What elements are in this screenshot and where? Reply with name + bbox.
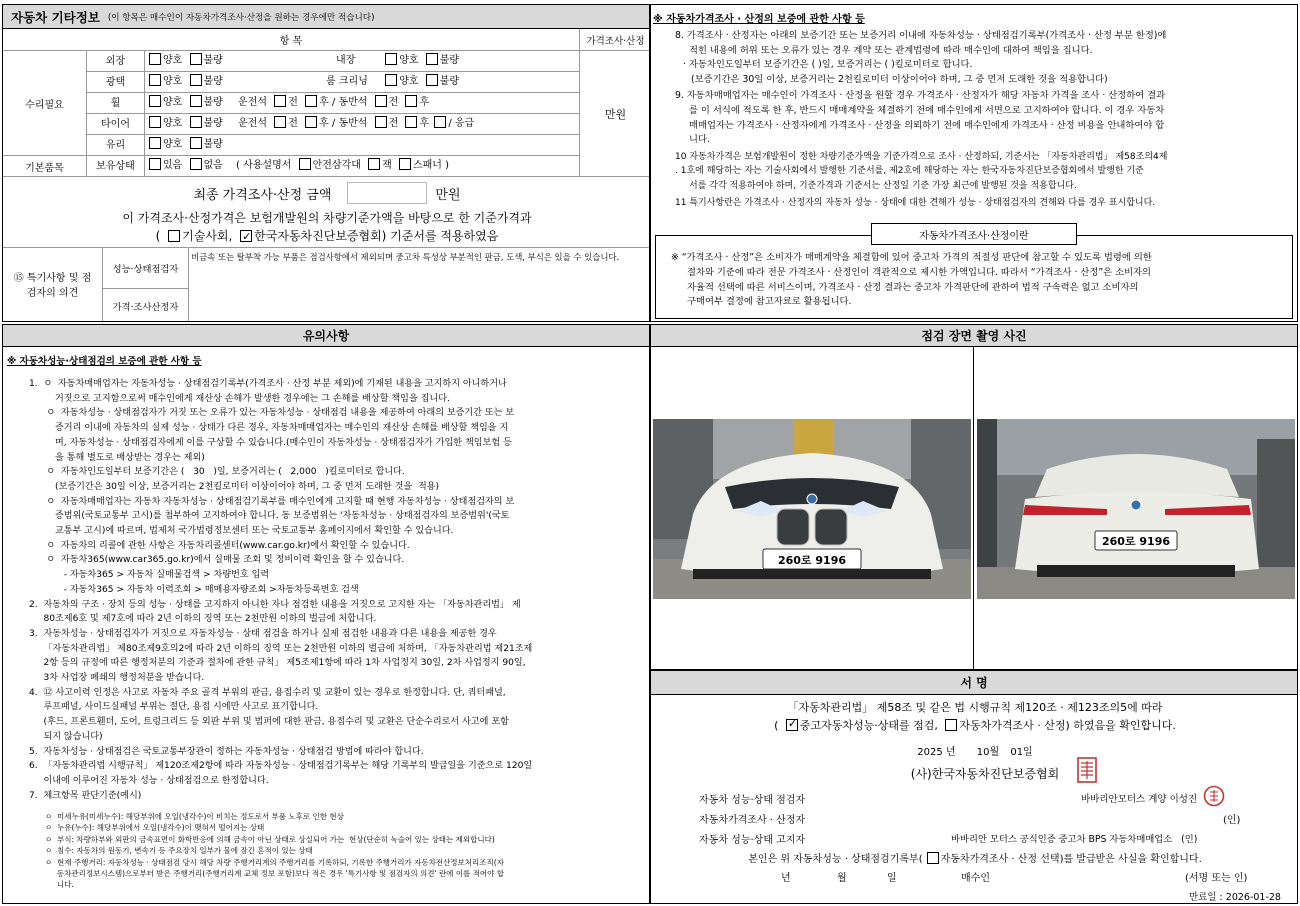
sign-date: 2025 년 10월 01일 <box>917 747 1033 758</box>
notice-line: 거짓으로 고지함으로써 매수인에게 재산상 손해가 발생한 경우에는 그 손해를 배상할 책임을 집니다. <box>29 393 450 404</box>
tire-passenger-rear-checkbox[interactable] <box>405 116 417 128</box>
exterior-row: 양호 불량 내장 양호 불량 <box>145 51 579 72</box>
exterior-bad-checkbox[interactable] <box>190 53 202 65</box>
jack-checkbox[interactable] <box>399 158 411 170</box>
tire-emergency-checkbox[interactable] <box>434 116 446 128</box>
notice-line: ㅇ 자동차성능 · 상태점검자가 거짓 또는 오류가 있는 자동차성능 · 상태점검 내용을 제공하여 아래의 보증기간 또는 보 <box>29 408 515 419</box>
item9-line2: 를 이 서식에 적도록 한 후, 반드시 매매계약을 체결하기 전에 매수인에게 서면으로 고지하여야 합니다. 이 경우 자동차 <box>689 104 1165 116</box>
notice-line: 80조제6호 및 제7호에 따라 2년 이하의 징역 또는 2천만원 이하의 벌금에 처합니다. <box>29 614 377 625</box>
item-col-header: 항 목 <box>3 29 579 51</box>
criteria-line: ㅇ 부식: 차량하부와 외판의 금속표면이 화학반응에 의해 금속이 아닌 상태로 상실되어 가는 현상(단순히 녹슬어 있는 상태는 제외합니다) <box>45 834 495 844</box>
wheel-good-checkbox[interactable] <box>149 95 161 107</box>
gloss-label: 광택 <box>87 72 145 93</box>
interior-label: 내장 <box>336 55 356 66</box>
item10-line2: . 1호에 해당하는 자는 기술사회에서 발행한 기준서를, 제2호에 해당하는 자는 한국자동차진단보증협회에서 발행한 기준 <box>675 166 1144 177</box>
none-checkbox[interactable] <box>190 158 202 170</box>
notice-line: 2. 자동차의 구조 · 장치 등의 성능 · 상태를 고지하지 아니한 자나 점검한 내용을 거짓으로 고지한 자는 「자동차관리법」 제 <box>29 599 521 610</box>
glass-good-checkbox[interactable] <box>149 137 161 149</box>
final-price-label: 최종 가격조사·산정 금액 <box>193 187 332 203</box>
notice-line: 6. 「자동차관리법 시행규칙」 제120조제2항에 따라 자동차성능 · 상태점검기록부는 해당 기록부의 발급일을 기준으로 120일 <box>29 761 533 772</box>
room-cleaning-label: 룸 크리닝 <box>326 76 368 87</box>
confirm-price-checkbox[interactable] <box>927 852 939 864</box>
notice-lines <box>29 377 649 803</box>
notifier-value: 바바리안 모터스 공식인증 중고차 BPS 자동차매매업소 (인) <box>951 834 1198 845</box>
tire-driver-front-checkbox[interactable] <box>274 116 286 128</box>
final-price-row <box>3 177 650 209</box>
notice-line: ㅇ 자동차365(www.car365.go.kr)에서 실매물 조회 및 정비이력 확인을 할 수 있습니다. <box>29 555 405 566</box>
signature-header: 서 명 <box>651 671 1297 695</box>
signature-panel: 서 명 「자동차관리법」 제58조 및 같은 법 시행규칙 제120조 · 제123조의5에 따라 ( ✓중고자동차성능·상태를 점검, 자동차가격조사 · 산정) 하였음을 확인합니다. 2025 년 10월 01일 (사)한국자동차진단보증협회 자동차 성능·상태 점검자 바바리안모터스 계양 이성진 자동차가격조사 · 산정자 (인) 자동차 성능·상태 고지자 바바리안 모터스 공식인증 중고차 BPS 자동차매매업소 (인) 본인은 위 자동차성능 · 상태점검기록부( 자동차가격조사 · 산정 선택)를 발급받은 사실을 확인합니다. 년 월 일 매수인 (서명 또는 인) 만료일 : 2026-01-28 <box>650 670 1298 904</box>
gloss-good-checkbox[interactable] <box>149 74 161 86</box>
item10-line1: 10 자동차가격은 보험개발원이 정한 차량기준가액을 기준가격으로 조사 · 산정하되, 기준서는 「자동차관리법」 제58조의4제 <box>675 151 1168 162</box>
wheel-bad-checkbox[interactable] <box>190 95 202 107</box>
price-surveyor-value: (인) <box>1223 815 1241 826</box>
sign-line-2: ( ✓중고자동차성능·상태를 점검, 자동차가격조사 · 산정) 하였음을 확인합니다. <box>651 717 1298 733</box>
tire-good-checkbox[interactable] <box>149 116 161 128</box>
basis-line-2: ( 기술사회, ✓ 한국자동차진단보증협회) 기준서를 적용하였음 <box>3 227 650 245</box>
possession-row: 있음 없음 ( 사용설명서 안전삼각대 잭 스패너 ) <box>145 156 579 177</box>
item9-line4: 니다. <box>689 134 710 146</box>
inspector-seal-icon <box>1203 785 1225 807</box>
final-price-input[interactable] <box>347 182 427 204</box>
glass-bad-checkbox[interactable] <box>190 137 202 149</box>
price-guarantee-header: ※ 자동차가격조사 · 산정의 보증에 관한 사항 등 <box>653 14 865 25</box>
manual-checkbox[interactable] <box>299 158 311 170</box>
exterior-good-checkbox[interactable] <box>149 53 161 65</box>
price-survey-checkbox[interactable] <box>945 719 957 731</box>
interior-good-checkbox[interactable] <box>385 53 397 65</box>
notice-line: 1. ㅇ 자동차매매업자는 자동차성능 · 상태점검기록부(가격조사 · 산정 부분 제외)에 기재된 내용을 고지하지 아니하거나 <box>29 379 507 389</box>
basic-items-label: 기본품목 <box>3 156 87 177</box>
definition-title: 자동차가격조사·산정이란 <box>871 223 1077 245</box>
notice-subheader: ※ 자동차성능·상태점검의 보증에 관한 사항 등 <box>7 356 202 367</box>
tech-society-checkbox[interactable] <box>168 230 180 242</box>
expiry-date: 만료일 : 2026-01-28 <box>1189 892 1281 903</box>
photo-header: 점검 장면 촬영 사진 <box>651 325 1297 347</box>
notice-line: ㅇ 자동차인도일부터 보증기간은 ( 30 )일, 보증거리는 ( 2,000 )킬로미터로 합니다. <box>29 467 405 478</box>
triangle-checkbox[interactable] <box>368 158 380 170</box>
performance-check-checkbox[interactable] <box>786 719 798 731</box>
special-price-label: 가격·조사산정자 <box>103 289 189 322</box>
notice-line: 증거리 이내에 자동차의 실제 성능 · 상태가 다른 경우, 자동차매매업자는 매수인의 재산상 손해를 배상할 책임을 지 <box>29 423 509 434</box>
wheel-driver-front-checkbox[interactable] <box>274 95 286 107</box>
glass-row: 양호 불량 <box>145 135 579 156</box>
notice-line: 이내에 이루어진 자동차 성능 · 상태점검으로 한정합니다. <box>29 775 269 786</box>
other-info-panel <box>2 4 650 322</box>
front-car-photo <box>653 419 971 599</box>
other-info-header <box>3 5 649 29</box>
notice-line: 루프패널, 사이드실패널 부위는 절단, 용접 시에만 사고로 표기합니다. <box>29 702 319 713</box>
tire-row: 양호 불량 운전석 전 후 / 동반석 전 후 / 응급 <box>145 114 579 135</box>
wheel-driver-rear-checkbox[interactable] <box>305 95 317 107</box>
notice-line: 증범위(국토교통부 고시)를 첨부하여 고지하여야 합니다. 동 보증범위는 '자동차성능 · 상태점검자의 보증범위'(국토 <box>29 511 510 522</box>
inspector-label: 자동차 성능·상태 점검자 <box>699 795 806 806</box>
kadgc-checkbox[interactable] <box>240 230 252 242</box>
association-seal-icon <box>1077 757 1097 783</box>
notice-line: - 자동차365 > 자동차 이력조회 > 매매용자량조회 >자동차등록번호 검색 <box>29 584 359 595</box>
notice-line: ㅇ 자동차매매업자는 자동차 자동차성능 · 상태점검기록부를 매수인에게 고지할 때 현행 자동차성능 · 상태점검자의 보 <box>29 496 515 507</box>
criteria-line: 동차관리정보시스템)으로부터 받은 주행거리(주행거리계 교체 정보 포함)보다 적은 경우 '특기사항 및 점검자의 의견' 란에 이를 적어야 합 <box>45 869 505 879</box>
criteria-lines <box>45 811 649 891</box>
possession-label: 보유상태 <box>87 156 145 177</box>
gloss-row: 양호 불량 룸 크리닝 양호 불량 <box>145 72 579 93</box>
tire-bad-checkbox[interactable] <box>190 116 202 128</box>
definition-line2: 절차와 기준에 따라 전문 가격조사 · 산정인이 객관적으로 제시한 가액입니다. 따라서 “가격조사 · 산정”은 소비자의 <box>687 266 1152 278</box>
final-price-unit: 만원 <box>435 187 461 203</box>
criteria-line: ㅇ 침수: 자동차의 원동기, 변속기 등 주요장치 일부가 물에 잠긴 흔적이 있는 상태 <box>45 846 313 856</box>
other-info-subtitle: (이 항목은 매수인이 자동차가격조사·산정을 원하는 경우에만 적습니다) <box>107 12 375 23</box>
photo-panel <box>650 324 1298 670</box>
buyer-sign-field[interactable]: (서명 또는 인) <box>1185 873 1248 884</box>
notice-line: 5. 자동차성능 · 상태점검은 국토교통부장관이 정하는 자동차성능 · 상태점검 방법에 따라야 합니다. <box>29 746 424 757</box>
definition-line1: ※ “가격조사 · 산정”은 소비자가 매매계약을 체결함에 있어 중고차 가격의 적절성 판단에 참고할 수 있도록 법령에 의한 <box>671 252 1152 263</box>
other-info-title: 자동차 기타정보 <box>11 9 100 25</box>
notice-line: 며, 자동차성능 · 상태점검자에게 이를 구상할 수 있습니다.(매수인이 자동차성능 · 상태점검자가 가입한 책임보험 등 <box>29 437 512 448</box>
definition-line4: 구매여부 결정에 참고자료로 활용됩니다. <box>687 296 852 308</box>
criteria-line: ㅇ 미세누유(미세누수): 해당부위에 오일(냉각수)이 비치는 정도로서 부품 노후로 인한 현상 <box>45 812 344 821</box>
inspector-value: 바바리안모터스 계양 이성진 <box>1081 794 1198 805</box>
item8-line1: 8. 가격조사 · 산정자는 아래의 보증기간 또는 보증거리 이내에 자동차성능 · 상태점검기록부(가격조사 · 산정 부분 한정)에 <box>675 30 1167 41</box>
item8-line2: 적힌 내용에 허위 또는 오류가 있는 경우 계약 또는 관계법령에 따라 매수인에 대하여 책임을 집니다. <box>689 44 1093 56</box>
item8-line4: (보증기간은 30일 이상, 보증거리는 2천킬로미터 이상이어야 하며, 그 중 먼저 도래한 것을 적용합니다) <box>691 73 1108 85</box>
interior-bad-checkbox[interactable] <box>426 53 438 65</box>
wheel-row: 양호 불량 운전석 전 후 / 동반석 전 후 <box>145 93 579 114</box>
room-good-checkbox[interactable] <box>385 74 397 86</box>
tire-driver-rear-checkbox[interactable] <box>305 116 317 128</box>
special-notes-label: ⑮ 특기사항 및 점검자의 의견 <box>3 247 103 322</box>
notifier-label: 자동차 성능·상태 고지자 <box>699 835 806 846</box>
criteria-line: 니다. <box>45 880 74 890</box>
repair-needed-label: 수리필요 <box>3 51 87 156</box>
notice-line: 「자동차관리법」 제80조제9호의2에 따라 2년 이하의 징역 또는 2천만원 이하의 벌금에 처하며, 「자동차관리법 제21조제 <box>29 643 533 654</box>
notice-line: 4. ⑫ 사고이력 인정은 사고로 자동차 주요 골격 부위의 판금, 용접수리 및 교환이 있는 경우로 한정합니다. 단, 쿼터패널, <box>29 687 506 698</box>
basis-line-1: 이 가격조사·산정가격은 보험개발원의 차량기준가액을 바탕으로 한 기준가격과 <box>122 211 532 225</box>
wheel-label: 휠 <box>87 93 145 114</box>
special-perf-label: 성능·상태점검자 <box>103 247 189 289</box>
item10-line3: 서를 각각 적용하여야 하며, 기준가격과 기준서는 산정일 기준 가장 최근에 발행된 것을 적용합니다. <box>689 180 1077 191</box>
tire-label: 타이어 <box>87 114 145 135</box>
price-unit-cell: 만원 <box>579 51 650 177</box>
notice-line: 교통부 고시)에 따르며, 법제처 국가법령정보센터 또는 국토교통부 홈페이지에서 확인할 수 있습니다. <box>29 526 454 537</box>
notice-header: 유의사항 <box>3 325 649 347</box>
special-perf-text: 비금속 또는 탈부착 가능 부품은 점검사항에서 제외되며 중고차 특성상 부분적인 판금, 도색, 부식은 있을 수 있습니다. <box>191 252 620 262</box>
notice-line: - 자동차365 > 자동차 실매물검색 > 차량번호 입력 <box>29 570 270 581</box>
criteria-line: ㅇ 현재 주행거리: 자동차성능 · 상태점검 당시 해당 차량 주행거리계의 주행거리를 기록하되, 기록한 주행거리가 자동차전산정보처리조직(자 <box>45 857 504 867</box>
price-col-header: 가격조사·산정 <box>579 29 650 51</box>
rear-plate-text: 260로 9196 <box>1101 535 1171 548</box>
confirm-line: 본인은 위 자동차성능 · 상태점검기록부( 자동차가격조사 · 산정 선택)를 발급받은 사실을 확인합니다. <box>748 854 1202 865</box>
item11: 11 특기사항란은 가격조사 · 산정자의 자동차 성능 · 상태에 대한 견해가 성능 · 상태점검자의 견해와 다를 경우 표시합니다. <box>675 197 1156 208</box>
item9-line1: 9. 자동차매매업자는 매수인이 가격조사 · 산정을 원할 경우 가격조사 · 산정자가 해당 자동차 가격을 조사 · 산정하여 결과 <box>675 90 1166 102</box>
notice-line: ㅇ 자동차의 리콜에 관한 사항은 자동차리콜센터(www.car.go.kr)에서 확인할 수 있습니다. <box>29 540 410 551</box>
sign-line-1: 「자동차관리법」 제58조 및 같은 법 시행규칙 제120조 · 제123조의5에 따라 <box>787 701 1163 714</box>
have-checkbox[interactable] <box>149 158 161 170</box>
notice-line: (후드, 프론트휀더, 도어, 트렁크리드 등 외판 부위 및 범퍼에 대한 판금, 용접수리 및 교환은 단순수리로서 사고에 포함 <box>29 717 509 728</box>
notice-panel <box>2 324 650 904</box>
item8-line3: · 자동차인도일부터 보증기간은 ( )일, 보증거리는 ( )킬로미터로 합니다. <box>683 59 973 71</box>
notice-line: (보증기간은 30일 이상, 보증거리는 2천킬로미터 이상이어야 하며, 그 중 먼저 도래한 것을 적용) <box>29 481 440 492</box>
definition-line3: 자율적 선택에 따른 서비스이며, 가격조사 · 산정 결과는 중고차 가격판단에 관하여 법적 구속력은 없고 소비자의 <box>687 281 1139 293</box>
glass-label: 유리 <box>87 135 145 156</box>
price-guarantee-panel <box>650 4 1298 322</box>
item9-line3: 매매업자는 가격조사 · 산정자에게 가격조사 · 산정을 의뢰하기 전에 매수인에게 가격조사 · 산정 비용을 안내하여야 합 <box>689 119 1165 131</box>
notice-line: 3차 사업장 폐쇄의 행정처분을 받습니다. <box>29 673 205 684</box>
wheel-passenger-front-checkbox[interactable] <box>375 95 387 107</box>
exterior-label: 외장 <box>87 51 145 72</box>
wheel-passenger-rear-checkbox[interactable] <box>405 95 417 107</box>
notice-line: 7. 체크항목 판단기준(예시) <box>29 790 142 801</box>
tire-passenger-front-checkbox[interactable] <box>375 116 387 128</box>
room-bad-checkbox[interactable] <box>426 74 438 86</box>
criteria-line: ㅇ 누유(누수): 해당부위에서 오일(냉각수)이 맺혀서 떨어지는 상태 <box>45 823 265 833</box>
association-name: (사)한국자동차진단보증협회 <box>910 767 1060 781</box>
notice-line: 2항 등의 규정에 따른 행정처분의 기준과 절차에 관한 규칙」 제5조제1항에 따라 1차 사업정지 30일, 2차 사업정지 90일, <box>29 658 526 669</box>
rear-car-photo <box>977 419 1295 599</box>
price-surveyor-label: 자동차가격조사 · 산정자 <box>699 815 806 826</box>
front-plate-text: 260로 9196 <box>777 554 847 567</box>
gloss-bad-checkbox[interactable] <box>190 74 202 86</box>
notice-line: 되지 않습니다) <box>29 731 103 742</box>
notice-line: 3. 자동차성능 · 상태점검자가 거짓으로 자동차성능 · 상태 점검을 하거나 실제 점검한 내용과 다른 내용을 제공한 경우 <box>29 628 497 639</box>
notice-line: 을 통해 별도로 배상받는 경우는 제외) <box>29 452 205 463</box>
